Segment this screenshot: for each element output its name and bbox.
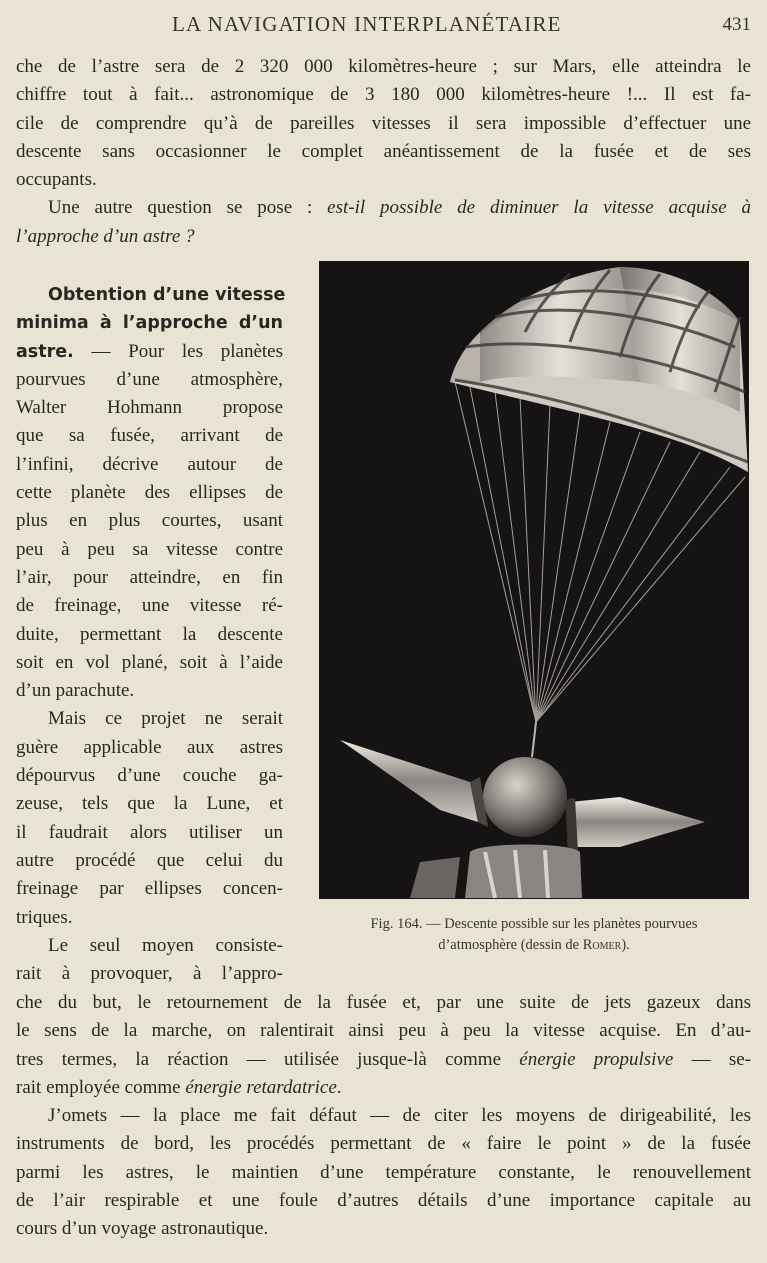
italic-term: énergie propulsive <box>519 1048 674 1070</box>
text-line: zeuse, tels que la Lune, et <box>16 793 283 815</box>
text-line: chiffre tout à fait... astronomique de 3 180 000 kilomètres-heure !... Il est fa- <box>16 84 751 106</box>
text-line: peu à peu sa vitesse contre <box>16 538 283 560</box>
text-line: le sens de la marche, on ralentirait ainsi peu à peu la vitesse acquise. En d’au- <box>16 1020 751 1042</box>
text-line: il faudrait alors utiliser un <box>16 821 283 843</box>
text-line: que sa fusée, arrivant de <box>16 425 283 447</box>
text-line: rait à provoquer, à l’appro- <box>16 963 283 985</box>
text-run: . <box>336 1076 342 1098</box>
italic-term: énergie retardatrice <box>185 1076 337 1098</box>
text-line: duite, permettant la descente <box>16 623 283 645</box>
text-line: Mais ce projet ne serait <box>48 708 283 730</box>
canopy <box>450 267 748 472</box>
text-line: plus en plus courtes, usant <box>16 510 283 532</box>
text-line: descente sans occasionner le complet anéantissement de la fusée et de ses <box>16 140 751 162</box>
text-line: pourvues d’une atmosphère, <box>16 368 283 390</box>
running-title: LA NAVIGATION INTERPLANÉTAIRE <box>172 12 562 36</box>
text-run: tres termes, la réaction — utilisée jusque-là comme <box>16 1048 520 1070</box>
text-line <box>16 1046 751 1074</box>
text-run: — Pour les planètes <box>73 340 283 362</box>
text-line: cile de comprendre qu’à de pareilles vitesses il sera impossible d’effectuer une <box>16 112 751 134</box>
section-heading: minima à l’approche d’un <box>16 313 283 334</box>
question-line <box>16 194 751 222</box>
text-line: guère applicable aux astres <box>16 736 283 758</box>
figure-caption <box>316 914 752 956</box>
text-line: de freinage, une vitesse ré- <box>16 595 283 617</box>
caption-author: Romer <box>582 937 622 953</box>
text-line: freinage par ellipses concen- <box>16 878 283 900</box>
caption-line-2 <box>316 935 752 956</box>
side-column <box>16 281 286 988</box>
text-line: cette planète des ellipses de <box>16 482 283 504</box>
text-line: che de l’astre sera de 2 320 000 kilomètres-heure ; sur Mars, elle atteindra le <box>16 56 751 77</box>
text-line: de l’air respirable et une foule d’autres détails d’une importance capitale au <box>16 1190 751 1212</box>
text-line: triques. <box>16 906 73 928</box>
text-line: dépourvus d’une couche ga- <box>16 765 283 787</box>
text-run: rait employée comme <box>16 1076 186 1098</box>
caption-text: d’atmosphère (dessin de <box>438 937 583 953</box>
section-heading-line <box>16 309 283 337</box>
caption-text: ). <box>621 937 630 953</box>
section-heading: astre. <box>16 341 74 362</box>
text-line: cours d’un voyage astronautique. <box>16 1218 269 1240</box>
rocket-ship <box>340 740 705 898</box>
text-line: instruments de bord, les procédés permettant de « faire le point » de la fusée <box>16 1133 751 1155</box>
page-header <box>0 10 767 40</box>
section-heading-line <box>16 281 286 309</box>
top-text-block <box>16 53 751 251</box>
page-number: 431 <box>722 14 751 35</box>
text-line <box>16 1074 751 1102</box>
text-line: soit en vol plané, soit à l’aide <box>16 651 283 673</box>
text-line: J’omets — la place me fait défaut — de citer les moyens de dirigeabilité, les <box>48 1105 751 1127</box>
text-line: l’infini, décrive autour de <box>16 453 283 475</box>
section-heading: Obtention d’une vitesse <box>48 285 286 305</box>
text-line: parmi les astres, le maintien d’une température constante, le renouvellement <box>16 1161 751 1183</box>
text-run: — se- <box>673 1048 752 1070</box>
text-line: che du but, le retournement de la fusée et, par une suite de jets gazeux dans <box>16 992 751 1013</box>
text-line: l’air, pour atteindre, en fin <box>16 566 283 588</box>
text-line: Walter Hohmann propose <box>16 397 283 419</box>
question-italic-2: l’approche d’un astre ? <box>16 225 195 247</box>
question-line-2 <box>16 223 751 251</box>
parachute-drawing <box>320 262 748 898</box>
text-line: Le seul moyen consiste- <box>48 934 283 956</box>
bottom-text-block <box>16 989 751 1244</box>
riser <box>532 722 536 757</box>
question-italic: est-il possible de diminuer la vitesse acquise à <box>327 197 751 219</box>
text-line: d’un parachute. <box>16 680 135 702</box>
question-lead: Une autre question se pose : <box>48 197 328 219</box>
text-line: occupants. <box>16 169 97 191</box>
section-heading-line <box>16 338 283 366</box>
text-line: autre procédé que celui du <box>16 849 283 871</box>
parachute-illustration <box>319 261 749 899</box>
caption-line-1: Fig. 164. — Descente possible sur les planètes pourvues <box>370 916 698 932</box>
